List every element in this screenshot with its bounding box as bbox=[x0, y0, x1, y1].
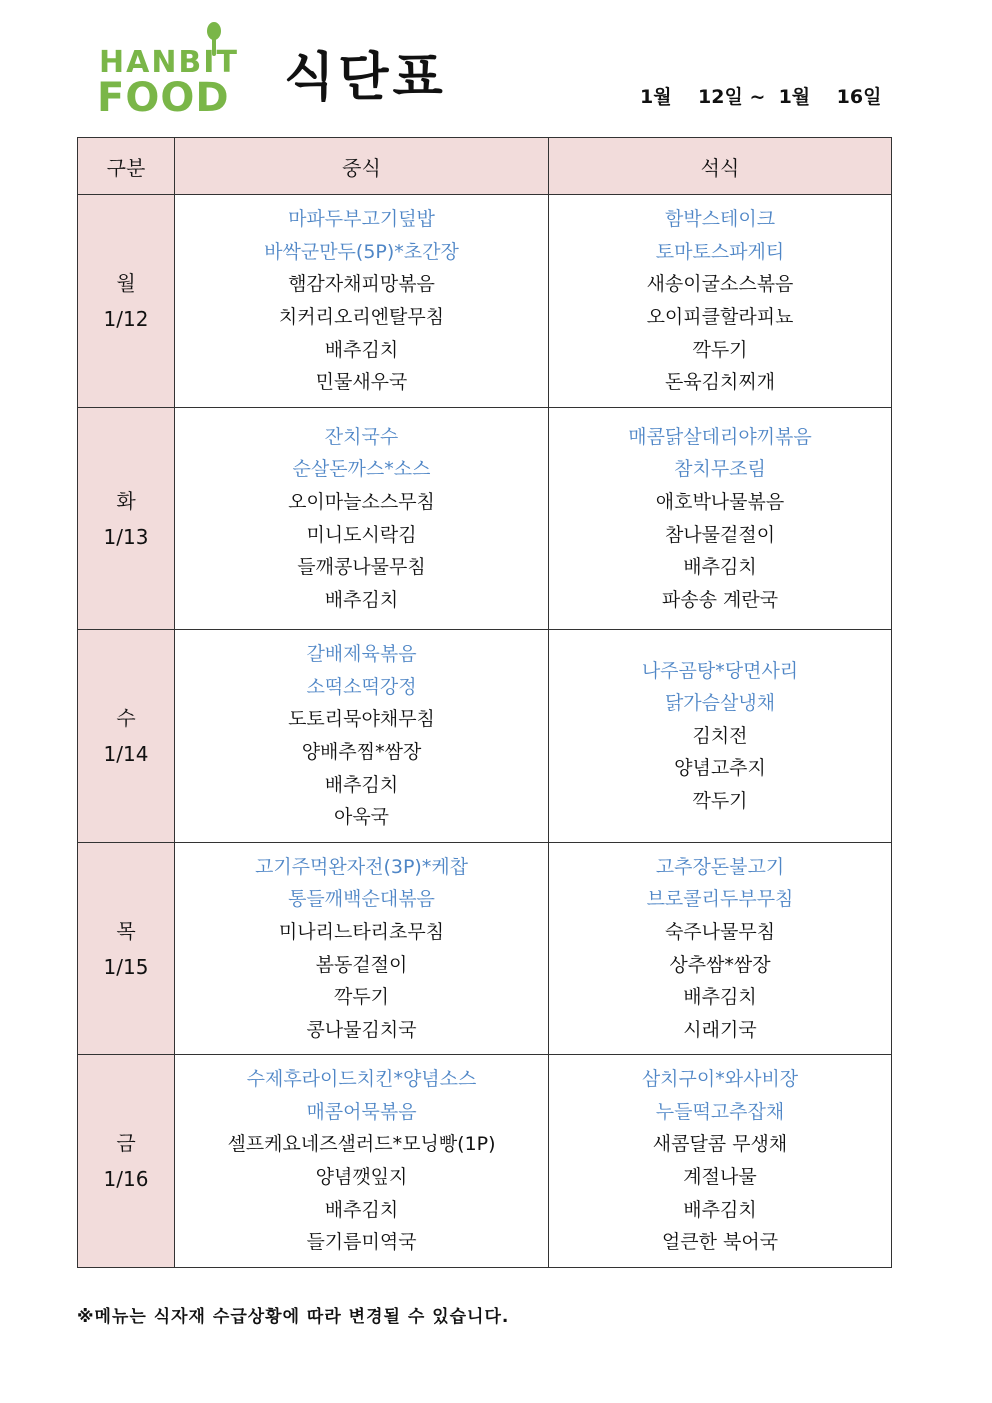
side-dish-item: 미니도시락김 bbox=[306, 523, 417, 546]
main-dish-item: 매콤어묵볶음 bbox=[306, 1100, 417, 1123]
side-dish-item: 파송송 계란국 bbox=[661, 588, 779, 611]
side-dish-item: 새콤달콤 무생채 bbox=[652, 1133, 788, 1156]
table-row bbox=[78, 843, 892, 1055]
table-row bbox=[78, 630, 892, 843]
main-dish-item: 누들떡고추잡채 bbox=[655, 1100, 785, 1123]
header-day: 구분 bbox=[78, 138, 175, 195]
main-dish-item: 순살돈까스*소스 bbox=[292, 458, 431, 481]
main-dish-item: 바싹군만두(5P)*초간장 bbox=[264, 240, 459, 263]
side-dish-item: 상추쌈*쌈장 bbox=[669, 953, 771, 976]
side-dish-item: 셀프케요네즈샐러드*모닝빵(1P) bbox=[227, 1133, 496, 1156]
main-dish-item: 갈배제육볶음 bbox=[306, 643, 417, 666]
day-cell bbox=[78, 1055, 175, 1268]
side-dish-item: 돈육김치찌개 bbox=[664, 371, 776, 394]
dinner-cell bbox=[549, 1055, 892, 1268]
footnote: ※메뉴는 식자재 수급상황에 따라 변경될 수 있습니다. bbox=[77, 1307, 510, 1327]
side-dish-item: 햄감자채피망볶음 bbox=[288, 273, 435, 296]
main-dish-item: 통들깨백순대볶음 bbox=[288, 888, 435, 911]
side-dish-item: 오이마늘소스무침 bbox=[288, 490, 435, 513]
day-cell bbox=[78, 843, 175, 1055]
lunch-cell bbox=[175, 195, 549, 408]
date-label: 1/13 bbox=[103, 524, 149, 549]
side-dish-item: 양배추찜*쌈장 bbox=[301, 741, 422, 763]
side-dish-item: 배추김치 bbox=[683, 986, 757, 1009]
side-dish-item: 민물새우국 bbox=[315, 371, 408, 394]
side-dish-item: 숙주나물무침 bbox=[664, 920, 776, 943]
side-dish-item: 깍두기 bbox=[692, 789, 748, 812]
main-dish-item: 매콤닭살데리야끼볶음 bbox=[628, 425, 812, 448]
dinner-cell bbox=[549, 843, 892, 1055]
main-dish-item: 수제후라이드치킨*양념소스 bbox=[246, 1068, 477, 1091]
weekday-label: 월 bbox=[116, 271, 136, 295]
day-cell bbox=[78, 630, 175, 843]
side-dish-item: 배추김치 bbox=[324, 338, 399, 361]
main-dish-item: 고추장돈불고기 bbox=[655, 855, 785, 878]
side-dish-item: 얼큰한 북어국 bbox=[661, 1231, 779, 1254]
menu-table bbox=[77, 137, 892, 1268]
dinner-cell bbox=[549, 630, 892, 843]
weekday-label: 목 bbox=[116, 918, 136, 943]
table-row bbox=[78, 1055, 892, 1268]
date-label: 1/15 bbox=[103, 954, 149, 979]
date-label: 1/14 bbox=[103, 742, 149, 766]
side-dish-item: 양념고추지 bbox=[674, 757, 766, 780]
side-dish-item: 배추김치 bbox=[324, 773, 399, 796]
main-dish-item: 고기주먹완자전(3P)*케찹 bbox=[254, 855, 469, 878]
logo-line1: HANBIT bbox=[99, 45, 239, 80]
day-cell bbox=[78, 408, 175, 630]
side-dish-item: 도토리묵야채무침 bbox=[288, 708, 435, 731]
side-dish-item: 배추김치 bbox=[324, 1198, 399, 1221]
main-dish-item: 토마토스파게티 bbox=[655, 240, 785, 263]
date-label: 1/16 bbox=[103, 1167, 149, 1191]
day-cell bbox=[78, 195, 175, 408]
main-dish-item: 함박스테이크 bbox=[664, 208, 776, 231]
table-row bbox=[78, 408, 892, 630]
side-dish-item: 새송이굴소스볶음 bbox=[646, 273, 794, 296]
side-dish-item: 봄동겉절이 bbox=[315, 953, 408, 976]
header-dinner: 석식 bbox=[549, 138, 892, 195]
lunch-cell bbox=[175, 843, 549, 1055]
side-dish-item: 참나물겉절이 bbox=[664, 523, 776, 546]
side-dish-item: 김치전 bbox=[692, 724, 748, 747]
side-dish-item: 양념깻잎지 bbox=[315, 1166, 408, 1188]
date-range: 1월 12일 ~ 1월 16일 bbox=[640, 86, 882, 108]
date-label: 1/12 bbox=[103, 307, 149, 331]
side-dish-item: 미나리느타리초무침 bbox=[278, 920, 445, 943]
main-dish-item: 잔치국수 bbox=[324, 425, 399, 448]
side-dish-item: 치커리오리엔탈무침 bbox=[278, 306, 445, 328]
side-dish-item: 깍두기 bbox=[692, 338, 748, 361]
side-dish-item: 들깨콩나물무침 bbox=[297, 556, 426, 579]
side-dish-item: 배추김치 bbox=[683, 556, 757, 579]
page-title: 식단표 bbox=[284, 48, 447, 108]
side-dish-item: 배추김치 bbox=[683, 1198, 757, 1221]
main-dish-item: 참치무조림 bbox=[674, 458, 766, 481]
table-row bbox=[78, 195, 892, 408]
side-dish-item: 들기름미역국 bbox=[306, 1231, 417, 1254]
side-dish-item: 계절나물 bbox=[683, 1166, 757, 1188]
table-header-row bbox=[78, 138, 892, 195]
dinner-cell bbox=[549, 408, 892, 630]
weekday-label: 금 bbox=[116, 1131, 136, 1155]
side-dish-item: 시래기국 bbox=[683, 1018, 757, 1041]
weekday-label: 수 bbox=[116, 706, 136, 730]
side-dish-item: 오이피클할라피뇨 bbox=[646, 306, 794, 328]
main-dish-item: 브로콜리두부무침 bbox=[646, 888, 794, 911]
main-dish-item: 마파두부고기덮밥 bbox=[288, 208, 435, 231]
main-dish-item: 나주곰탕*당면사리 bbox=[641, 659, 799, 682]
main-dish-item: 소떡소떡강정 bbox=[306, 675, 417, 698]
main-dish-item: 삼치구이*와사비장 bbox=[641, 1068, 799, 1091]
side-dish-item: 콩나물김치국 bbox=[306, 1018, 417, 1041]
side-dish-item: 깍두기 bbox=[333, 986, 390, 1009]
main-dish-item: 닭가슴살냉채 bbox=[664, 692, 776, 715]
lunch-cell bbox=[175, 1055, 549, 1268]
side-dish-item: 애호박나물볶음 bbox=[655, 490, 785, 513]
side-dish-item: 배추김치 bbox=[324, 588, 399, 611]
lunch-cell bbox=[175, 408, 549, 630]
header-lunch: 중식 bbox=[175, 138, 549, 195]
lunch-cell bbox=[175, 630, 549, 843]
side-dish-item: 아욱국 bbox=[333, 806, 390, 829]
logo-line2: FOOD bbox=[97, 75, 230, 121]
dinner-cell bbox=[549, 195, 892, 408]
weekday-label: 화 bbox=[116, 488, 136, 513]
brand-logo bbox=[97, 22, 257, 122]
